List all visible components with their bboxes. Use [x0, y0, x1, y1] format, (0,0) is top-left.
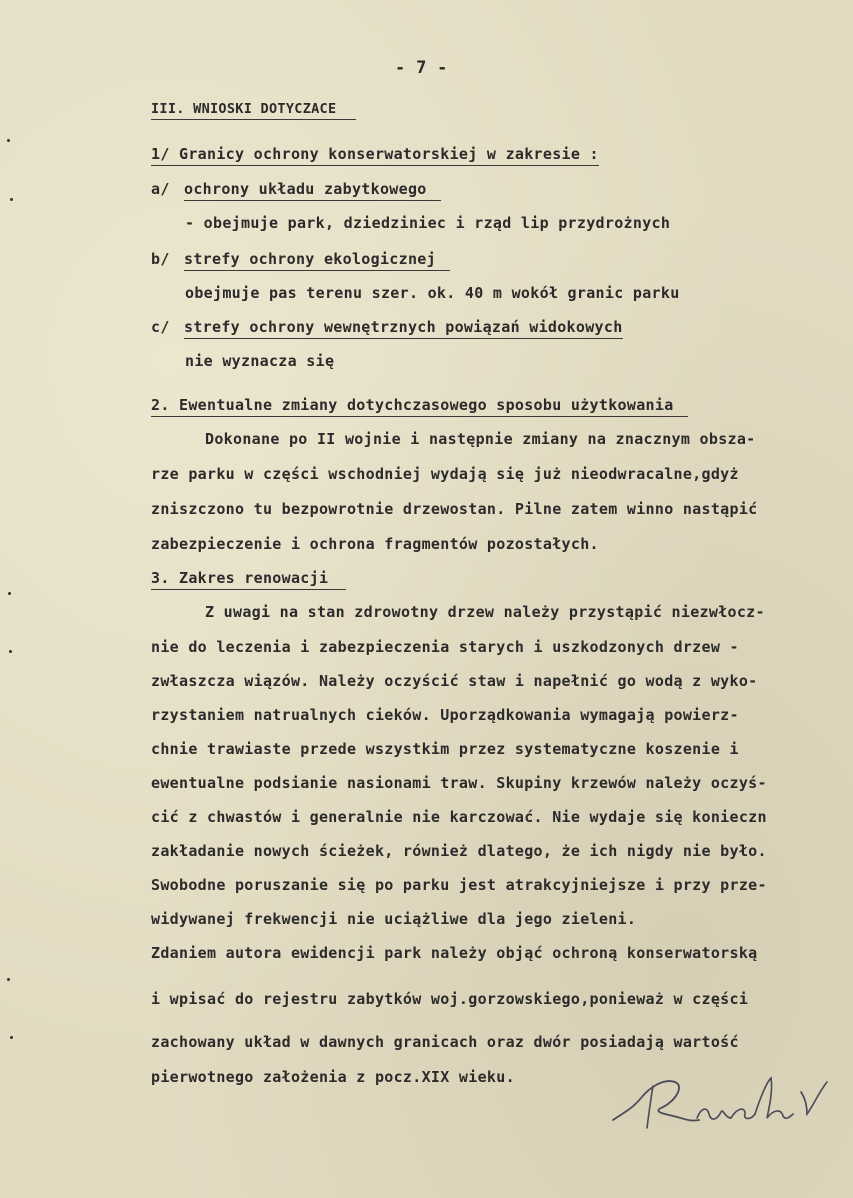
paragraph-line: pierwotnego założenia z pocz.XIX wieku.: [151, 1068, 515, 1086]
margin-dot: [9, 650, 12, 653]
paragraph-line: rze parku w części wschodniej wydają się już nieodwracalne,gdyż: [151, 465, 739, 483]
item-b-text: obejmuje pas terenu szer. ok. 40 m wokół granic parku: [185, 284, 680, 302]
item-c-text: nie wyznacza się: [185, 352, 335, 370]
paragraph-line: cić z chwastów i generalnie nie karczować. Nie wydaje się konieczn: [151, 808, 767, 826]
section-title: III. WNIOSKI DOTYCZACE: [151, 101, 356, 120]
margin-dot: [10, 1036, 13, 1039]
paragraph-line: rzystaniem natrualnych cieków. Uporządkowania wymagają powierz-: [151, 706, 739, 724]
item-a-title: ochrony układu zabytkowego: [184, 180, 441, 201]
paragraph-line: zakładanie nowych ścieżek, również dlatego, że ich nigdy nie było.: [151, 842, 767, 860]
paragraph-line: chnie trawiaste przede wszystkim przez systematyczne koszenie i: [151, 740, 739, 758]
item-b-title: strefy ochrony ekologicznej: [184, 250, 450, 271]
paragraph-line: Zdaniem autora ewidencji park należy objąć ochroną konserwatorską: [151, 944, 758, 962]
paragraph-line: zabezpieczenie i ochrona fragmentów pozostałych.: [151, 535, 599, 553]
heading-1: 1/ Granicy ochrony konserwatorskiej w zakresie :: [151, 145, 599, 166]
item-a-text: - obejmuje park, dziedziniec i rząd lip przydrożnych: [185, 214, 671, 232]
paragraph-line: zwłaszcza wiązów. Należy oczyścić staw i napełnić go wodą z wyko-: [151, 672, 758, 690]
paragraph-line: zniszczono tu bezpowrotnie drzewostan. Pilne zatem winno nastąpić: [151, 500, 758, 518]
paragraph-line: Dokonane po II wojnie i następnie zmiany na znacznym obsza-: [205, 430, 756, 448]
paragraph-line: Z uwagi na stan zdrowotny drzew należy przystąpić niezwłocz-: [205, 603, 765, 621]
paragraph-line: i wpisać do rejestru zabytków woj.gorzowskiego,ponieważ w części: [151, 990, 749, 1008]
margin-dot: [8, 592, 11, 595]
paragraph-line: Swobodne poruszanie się po parku jest atrakcyjniejsze i przy prze-: [151, 876, 767, 894]
handwritten-signature: [605, 1062, 835, 1142]
margin-dot: [7, 139, 10, 142]
item-a-label: a/: [151, 180, 170, 198]
heading-2: 2. Ewentualne zmiany dotychczasowego sposobu użytkowania: [151, 396, 688, 417]
item-b-label: b/: [151, 250, 170, 268]
page-number: - 7 -: [395, 58, 448, 78]
paragraph-line: widywanej frekwencji nie uciążliwe dla jego zieleni.: [151, 910, 637, 928]
paragraph-line: nie do leczenia i zabezpieczenia starych i uszkodzonych drzew -: [151, 638, 739, 656]
margin-dot: [10, 198, 13, 201]
paragraph-line: ewentualne podsianie nasionami traw. Skupiny krzewów należy oczyś-: [151, 774, 767, 792]
item-c-label: c/: [151, 318, 170, 336]
margin-dot: [7, 978, 10, 981]
item-c-title: strefy ochrony wewnętrznych powiązań widokowych: [184, 318, 623, 339]
paragraph-line: zachowany układ w dawnych granicach oraz dwór posiadają wartość: [151, 1033, 739, 1051]
heading-3: 3. Zakres renowacji: [151, 569, 346, 590]
